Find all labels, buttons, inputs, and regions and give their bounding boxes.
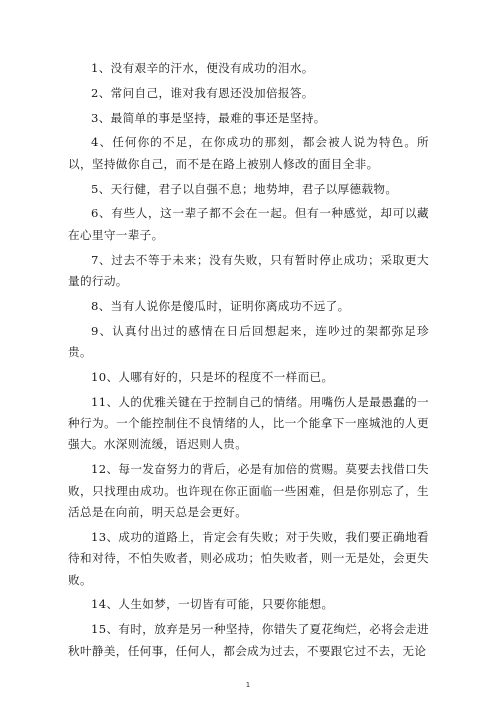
paragraph-14: 14、人生如梦，一切皆有可能，只要你能想。 [91,597,334,612]
paragraph-2: 2、常问自己，谁对我有恩还没加倍报答。 [91,85,314,100]
paragraph-8: 8、当有人说你是傻瓜时，证明你离成功不远了。 [91,298,350,313]
paragraph-12: 12、每一发奋努力的背后，必是有加倍的赏赐。莫要去找借口失败，只找理由成功。也许现在你正面临一些困难，但是你别忘了，生活总是在向前，明天总是会更好。 [68,462,429,520]
paragraph-7: 7、过去不等于未来；没有失败，只有暂时停止成功；采取更大量的行动。 [68,252,429,288]
paragraph-10: 10、人哪有好的，只是坏的程度不一样而已。 [91,369,334,384]
paragraph-4: 4、任何你的不足，在你成功的那刻，都会被人说为特色。所以，坚持做你自己，而不是在路上被别人修改的面目全非。 [68,135,429,171]
paragraph-13: 13、成功的道路上，肯定会有失败；对于失败，我们要正确地看待和对待，不怕失败者，则必成功；怕失败者，则一无是处，会更失败。 [68,529,429,587]
paragraph-9: 9、认真付出过的感情在日后回想起来，连吵过的架都弥足珍贵。 [68,323,429,359]
paragraph-11: 11、人的优雅关键在于控制自己的情绪。用嘴伤人是最愚蠢的一种行为。一个能控制住不良情绪的人，比一个能拿下一座城池的人更强大。水深则流缓，语迟则人贵。 [68,394,429,452]
paragraph-5: 5、天行健，君子以自强不息；地势坤，君子以厚德载物。 [91,181,398,196]
page-number: 1 [245,681,251,689]
paragraph-6: 6、有些人，这一辈子都不会在一起。但有一种感觉，却可以藏在心里守一辈子。 [68,206,429,242]
paragraph-15: 15、有时，放弃是另一种坚持，你错失了夏花绚烂，必将会走进秋叶静美，任何事，任何人，都会成为过去，不要跟它过不去，无论 [68,622,429,658]
document-body [68,58,429,665]
paragraph-1: 1、没有艰辛的汗水，便没有成功的泪水。 [91,61,314,75]
paragraph-3: 3、最简单的事是坚持，最难的事还是坚持。 [91,110,326,125]
